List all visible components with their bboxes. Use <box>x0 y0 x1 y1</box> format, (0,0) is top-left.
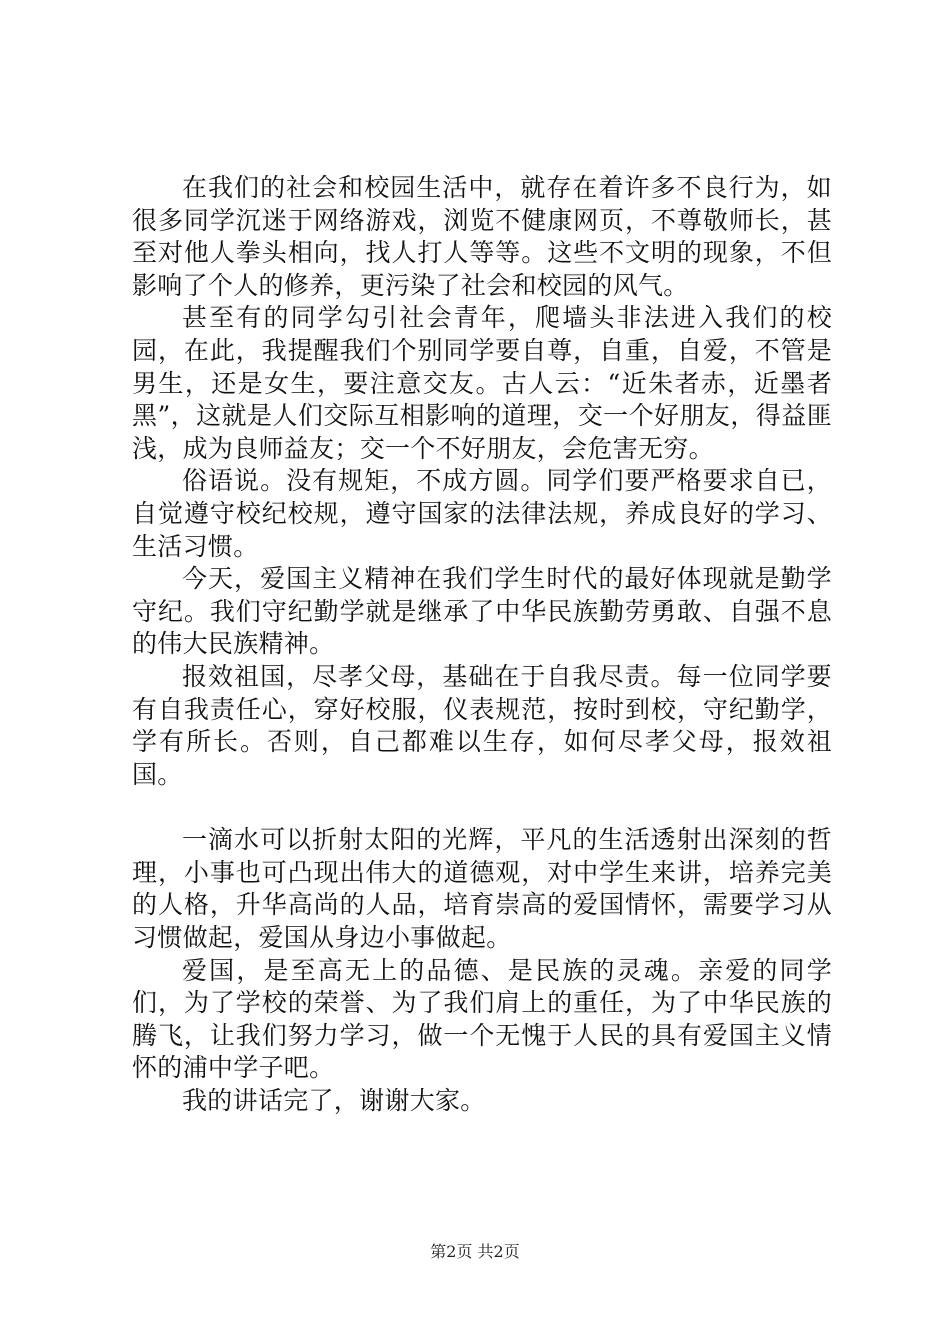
paragraph: 报效祖国，尽孝父母，基础在于自我尽责。每一位同学要有自我责任心，穿好校服，仪表规范，按时到校，守纪勤学，学有所长。否则，自己都难以生存，如何尽孝父母，报效祖国。 <box>132 661 832 789</box>
paragraph: 一滴水可以折射太阳的光辉，平凡的生活透射出深刻的哲理，小事也可凸现出伟大的道德观，对中学生来讲，培养完美的人格，升华高尚的人品，培育崇高的爱国情怀，需要学习从习惯做起，爱国从身边小事做起。 <box>132 825 832 953</box>
paragraph: 我的讲话完了，谢谢大家。 <box>182 1086 486 1116</box>
document-body <box>132 172 832 1118</box>
page-number-footer: 第2页 共2页 <box>430 1242 520 1261</box>
paragraph: 俗语说。没有规矩，不成方圆。同学们要严格要求自已，自觉遵守校纪校规，遵守国家的法律法规，养成良好的学习、生活习惯。 <box>132 466 832 561</box>
paragraph: 在我们的社会和校园生活中，就存在着许多不良行为，如很多同学沉迷于网络游戏，浏览不健康网页，不尊敬师长，甚至对他人拳头相向，找人打人等等。这些不文明的现象，不但影响了个人的修养，更污染了社会和校园的风气。 <box>132 173 832 300</box>
paragraph: 甚至有的同学勾引社会青年，爬墙头非法进入我们的校园，在此，我提醒我们个别同学要自尊，自重，自爱，不管是男生，还是女生，要注意交友。古人云：“近朱者赤，近墨者黑”，这就是人们交际互相影响的道理，交一个好朋友，得益匪浅，成为良师益友；交一个不好朋友，会危害无穷。 <box>132 303 832 463</box>
paragraph-spacer <box>132 791 832 824</box>
paragraph: 爱国，是至高无上的品德、是民族的灵魂。亲爱的同学们，为了学校的荣誉、为了我们肩上的重任，为了中华民族的腾飞，让我们努力学习，做一个无愧于人民的具有爱国主义情怀的浦中学子吧。 <box>132 955 832 1083</box>
paragraph: 今天，爱国主义精神在我们学生时代的最好体现就是勤学守纪。我们守纪勤学就是继承了中华民族勤劳勇敢、自强不息的伟大民族精神。 <box>132 564 832 659</box>
